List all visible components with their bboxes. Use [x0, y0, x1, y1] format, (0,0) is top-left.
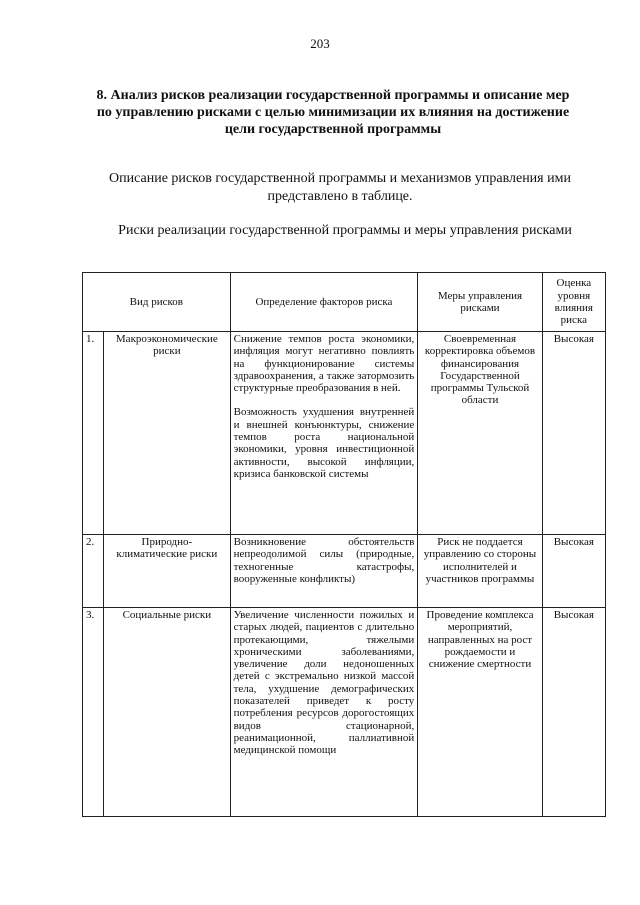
risk-type: Социальные риски [104, 608, 231, 817]
section-title: 8. Анализ рисков реализации государственной программы и описание мер по управлению рисками с целью минимизации их влияния на достижение цели государственной программы [96, 88, 570, 137]
risk-factors [230, 332, 418, 535]
intro-text: Описание рисков государственной программы и механизмов управления ими представлено в таблице. [109, 171, 571, 204]
risk-factors [230, 608, 418, 817]
table-row [83, 535, 606, 608]
risk-factor-paragraph: Увеличение численности пожилых и старых людей, пациентов с длительно протекающими, тяжелыми хроническими заболеваниями, увеличение доли недоношенных детей с экстремально низкой массой тела, ухудшение демографических показателей приведет к росту потребления ресурсов дорогостоящих видов стационарной, реанимационной, паллиативной медицинской помощи [233, 609, 415, 757]
table-caption: Риски реализации государственной программы и меры управления рисками [118, 223, 572, 238]
table-header-row [83, 273, 606, 332]
risk-factor-paragraph: Снижение темпов роста экономики, инфляция могут негативно повлиять на функционирование системы здравоохранения, а также затормозить структурные преобразования в ней. [233, 333, 415, 395]
risk-type: Макроэкономические риски [104, 332, 231, 535]
risk-factors [230, 535, 418, 608]
row-number: 1. [83, 332, 104, 535]
table-row [83, 608, 606, 817]
header-factors: Определение факторов риска [230, 273, 418, 332]
header-evaluation: Оценка уровня влияния риска [542, 273, 605, 332]
page-number: 203 [310, 36, 330, 51]
risk-measures: Проведение комплекса мероприятий, направленных на рост рождаемости и снижение смертности [418, 608, 542, 817]
risk-measures: Риск не поддается управлению со стороны исполнителей и участников программы [418, 535, 542, 608]
risk-factor-paragraph: Возникновение обстоятельств непреодолимой силы (природные, техногенные катастрофы, вооруженные конфликты) [233, 536, 415, 585]
risk-evaluation: Высокая [542, 332, 605, 535]
risk-factor-paragraph: Возможность ухудшения внутренней и внешней конъюнктуры, снижение темпов роста национальной экономики, уровня инвестиционной активности, высокой инфляции, кризиса банковской системы [233, 406, 415, 480]
row-number: 3. [83, 608, 104, 817]
risk-evaluation: Высокая [542, 535, 605, 608]
table-row [83, 332, 606, 535]
header-risk-type: Вид рисков [83, 273, 231, 332]
risk-measures: Своевременная корректировка объемов финансирования Государственной программы Тульской области [418, 332, 542, 535]
risk-table [82, 272, 606, 817]
header-measures: Меры управления рисками [418, 273, 542, 332]
row-number: 2. [83, 535, 104, 608]
risk-type: Природно-климатические риски [104, 535, 231, 608]
risk-evaluation: Высокая [542, 608, 605, 817]
